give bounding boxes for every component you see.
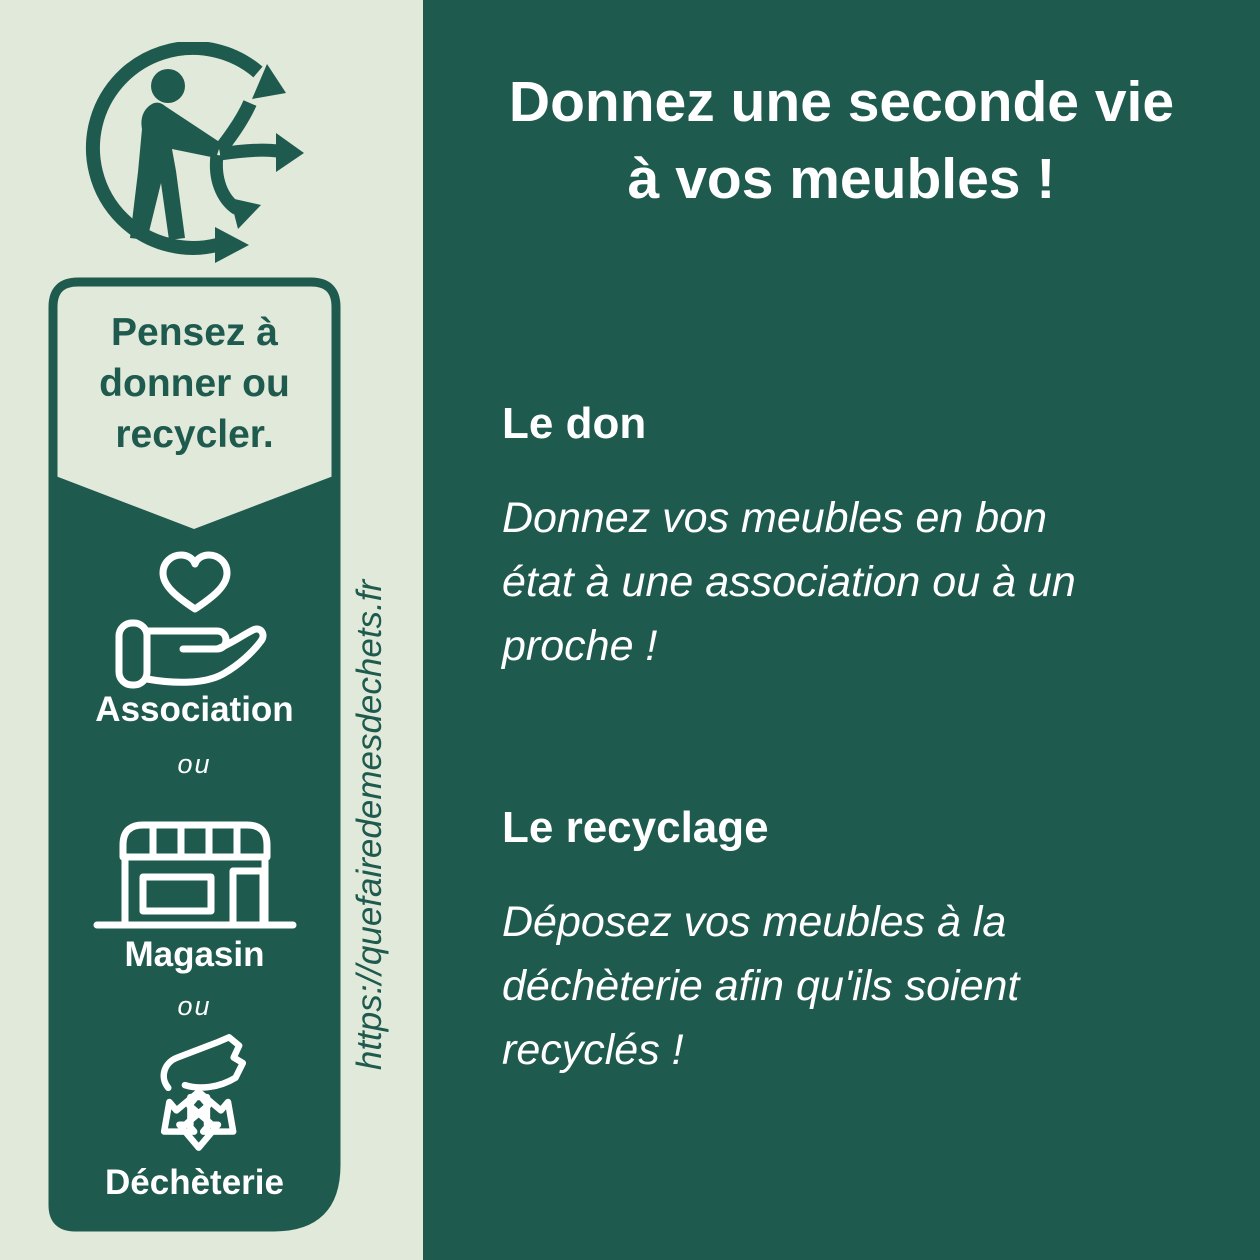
body-line: Déposez vos meubles à la <box>502 898 1007 946</box>
option-label-association: Association <box>95 690 294 729</box>
body-line: recyclés ! <box>502 1026 684 1074</box>
main-panel <box>423 0 1260 1260</box>
option-label-decheterie: Déchèterie <box>105 1163 284 1202</box>
website-url-link[interactable]: https://quefairedemesdechets.fr <box>350 579 389 1071</box>
section-le-recyclage <box>502 804 1222 1082</box>
tagline-line: recycler. <box>115 413 274 456</box>
title-line: Donnez une seconde vie <box>508 70 1175 134</box>
page-title <box>423 64 1260 218</box>
section-le-don <box>502 400 1222 678</box>
pennant-banner <box>48 277 341 1232</box>
separator-ou: ou <box>177 749 212 779</box>
option-label-magasin: Magasin <box>124 935 265 974</box>
section-heading: Le don <box>502 399 647 448</box>
separator-ou: ou <box>177 991 212 1021</box>
body-line: proche ! <box>502 622 658 670</box>
heart-in-hand-icon <box>111 547 279 689</box>
tagline-line: Pensez à <box>111 311 278 354</box>
storefront-icon <box>92 793 298 935</box>
tagline-line: donner ou <box>99 362 290 405</box>
section-body <box>502 486 1222 678</box>
section-heading: Le recyclage <box>502 803 769 852</box>
body-line: déchèterie afin qu'ils soient <box>502 962 1020 1010</box>
body-line: état à une association ou à un <box>502 558 1076 606</box>
title-line: à vos meubles ! <box>627 147 1056 211</box>
hand-sorting-arrows-icon <box>126 1029 264 1167</box>
section-body <box>502 890 1222 1082</box>
body-line: Donnez vos meubles en bon <box>502 494 1048 542</box>
pennant-tagline <box>48 307 341 460</box>
triman-recycling-logo-icon <box>80 42 316 270</box>
